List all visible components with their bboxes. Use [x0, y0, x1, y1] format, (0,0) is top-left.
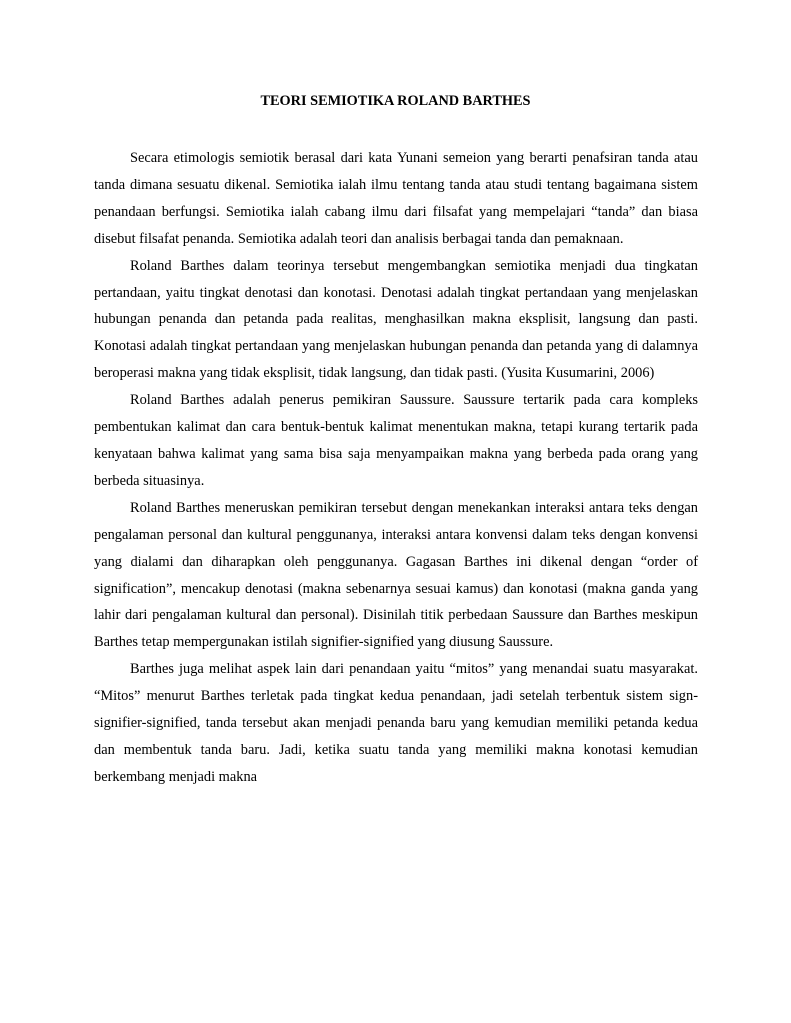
document-body	[94, 145, 698, 791]
paragraph-etimologi: Secara etimologis semiotik berasal dari kata Yunani semeion yang berarti penafsiran tanda atau tanda dimana sesuatu dikenal. Semiotika ialah ilmu tentang tanda atau studi tentang bagaimana sistem penandaan berfungsi. Semiotika ialah cabang ilmu dari filsafat yang mempelajari “tanda” dan biasa disebut filsafat penanda. Semiotika adalah teori dan analisis berbagai tanda dan pemaknaan.	[94, 150, 698, 247]
paragraph-order-of-signification: Roland Barthes meneruskan pemikiran tersebut dengan menekankan interaksi antara teks dengan pengalaman personal dan kultural penggunanya, interaksi antara konvensi dalam teks dengan konvensi yang dialami dan diharapkan oleh penggunanya. Gagasan Barthes ini dikenal dengan “order of signification”, mencakup denotasi (makna sebenarnya sesuai kamus) dan konotasi (makna ganda yang lahir dari pengalaman kultural dan personal). Disinilah titik perbedaan Saussure dan Barthes meskipun Barthes tetap mempergunakan istilah signifier-signified yang diusung Saussure.	[94, 499, 698, 651]
paragraph-saussure: Roland Barthes adalah penerus pemikiran Saussure. Saussure tertarik pada cara kompleks pembentukan kalimat dan cara bentuk-bentuk kalimat menentukan makna, tetapi kurang tertarik pada kenyataan bahwa kalimat yang sama bisa saja menyampaikan makna yang berbeda pada orang yang berbeda situasinya.	[94, 392, 698, 489]
paragraph-mitos: Barthes juga melihat aspek lain dari penandaan yaitu “mitos” yang menandai suatu masyarakat. “Mitos” menurut Barthes terletak pada tingkat kedua penandaan, jadi setelah terbentuk sistem sign-signifier-signified, tanda tersebut akan menjadi penanda baru yang kemudian memiliki petanda kedua dan membentuk tanda baru. Jadi, ketika suatu tanda yang memiliki makna konotasi kemudian berkembang menjadi makna	[94, 661, 698, 785]
paragraph-denotasi-konotasi: Roland Barthes dalam teorinya tersebut mengembangkan semiotika menjadi dua tingkatan pertandaan, yaitu tingkat denotasi dan konotasi. Denotasi adalah tingkat pertandaan yang menjelaskan hubungan penanda dan petanda pada realitas, menghasilkan makna eksplisit, langsung dan pasti. Konotasi adalah tingkat pertandaan yang menjelaskan hubungan penanda dan petanda yang di dalamnya beroperasi makna yang tidak eksplisit, tidak langsung, dan tidak pasti. (Yusita Kusumarini, 2006)	[94, 257, 698, 382]
document-title: TEORI SEMIOTIKA ROLAND BARTHES	[260, 93, 531, 109]
